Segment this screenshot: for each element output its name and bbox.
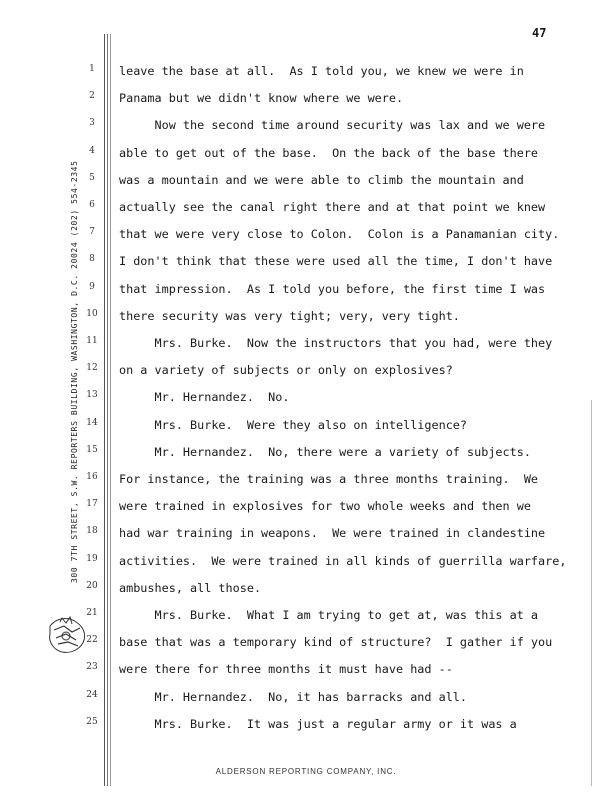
transcript-line: activities. We were trained in all kinds of guerrilla warfare,	[119, 553, 567, 568]
transcript-line: ambushes, all those.	[119, 580, 262, 595]
line-number: 19	[86, 553, 98, 564]
line-number: 12	[86, 363, 98, 374]
transcript-line: Mr. Hernandez. No, it has barracks and all.	[119, 689, 468, 704]
line-number: 4	[89, 145, 95, 156]
line-number: 13	[86, 390, 98, 401]
transcript-line: leave the base at all. As I told you, we knew we were in	[119, 64, 524, 78]
line-number: 9	[89, 281, 95, 292]
transcript-line: able to get out of the base. On the back of the base there	[119, 145, 539, 160]
line-number: 3	[89, 118, 95, 129]
line-number: 8	[89, 254, 95, 265]
transcript-line: actually see the canal right there and at that point we knew	[119, 200, 546, 214]
line-number: 11	[86, 336, 98, 346]
transcript-line: that impression. As I told you before, the first time I was	[119, 281, 546, 296]
line-number: 14	[86, 417, 98, 428]
transcript-line: were trained in explosives for two whole weeks and then we	[119, 499, 531, 514]
transcript-line: Mrs. Burke. Were they also on intelligence?	[119, 417, 468, 432]
transcript-line: on a variety of subjects or only on explosives?	[119, 363, 453, 378]
line-number: 21	[86, 608, 98, 618]
transcript-line: was a mountain and we were able to climb the mountain and	[119, 172, 524, 187]
line-number: 1	[89, 64, 95, 74]
line-number: 16	[86, 472, 98, 482]
line-number: 22	[86, 635, 98, 646]
line-number: 20	[86, 580, 98, 591]
transcript-line: had war training in weapons. We were trained in clandestine	[119, 526, 546, 541]
transcript-line: were there for three months it must have had --	[119, 662, 453, 677]
line-number: 2	[89, 91, 95, 102]
line-number: 23	[86, 662, 98, 673]
transcript-line: that we were very close to Colon. Colon is a Panamanian city.	[119, 227, 560, 242]
line-number: 25	[86, 716, 98, 727]
margin-rule	[107, 34, 108, 786]
line-number: 7	[89, 227, 95, 238]
line-number: 24	[86, 689, 98, 700]
line-number: 17	[86, 499, 98, 510]
line-number: 6	[89, 200, 95, 210]
transcript-line: Panama but we didn't know where we were.	[119, 91, 404, 106]
transcript-line: there security was very tight; very, very tight.	[119, 308, 460, 323]
transcript-line: Mr. Hernandez. No.	[119, 390, 290, 405]
page-number: 47	[532, 26, 547, 40]
margin-rule	[104, 34, 105, 786]
transcript-line: For instance, the training was a three months training. We	[119, 472, 539, 486]
transcript-line: Mr. Hernandez. No, there were a variety of subjects.	[119, 444, 531, 459]
transcript-line: base that was a temporary kind of structure? I gather if you	[119, 635, 553, 650]
transcript-line: Now the second time around security was lax and we were	[119, 118, 546, 133]
transcript-line: I don't think that these were used all the time, I don't have	[119, 254, 553, 269]
margin-rule	[110, 34, 111, 786]
footer-company-name: ALDERSON REPORTING COMPANY, INC.	[215, 767, 397, 776]
line-number: 15	[86, 444, 98, 455]
reporter-address-stamp: 300 7TH STREET, S.W. REPORTERS BUILDING, WASHINGTON, D.C. 20024 (202) 554-2345	[70, 160, 79, 583]
line-number: 10	[86, 308, 98, 319]
transcript-line: Mrs. Burke. What I am trying to get at, was this at a	[119, 608, 539, 622]
line-number: 5	[89, 172, 95, 183]
transcript-line: Mrs. Burke. It was just a regular army or it was a	[119, 716, 517, 731]
transcript-line: Mrs. Burke. Now the instructors that you had, were they	[119, 336, 553, 350]
right-margin-rule	[591, 400, 592, 786]
line-number: 18	[86, 526, 98, 537]
